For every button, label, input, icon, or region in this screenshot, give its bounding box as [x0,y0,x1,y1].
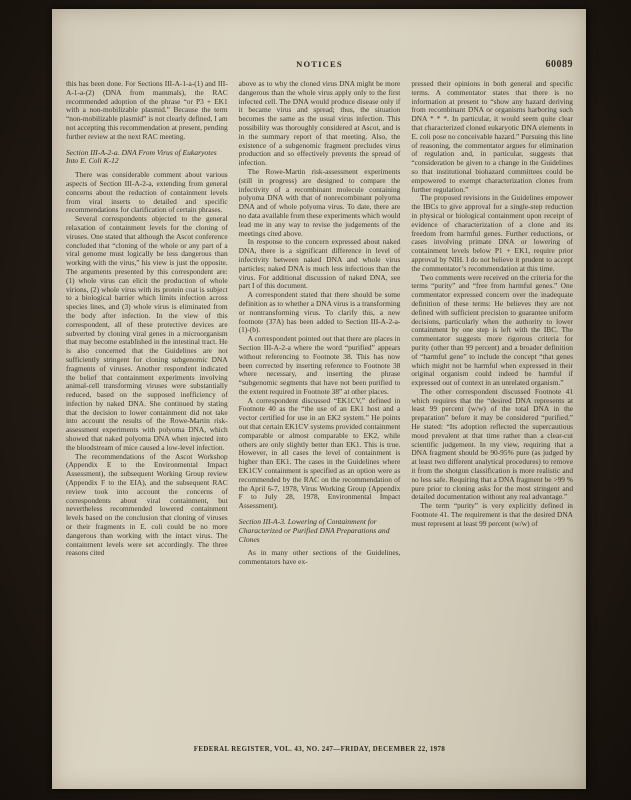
header-title: NOTICES [296,59,343,69]
paragraph: A correspondent stated that there should be some definition as to whether a DNA virus is a transforming or nontransforming virus. To clarify this, a new footnote (37A) has been added to Section III-A-2-a-(1)-(b). [238,290,401,335]
page-edge [587,14,593,784]
paragraph: As in many other sections of the Guidelines, commentators have ex- [238,548,401,567]
paragraph: The proposed revisions in the Guidelines empower the IBCs to give approval for a single-step reduction in physical or biological containment upon receipt of evidence of characterization of a clone and its freedom from harmful genes. Further reductions, or cases involving primate DNA or lowering of containment levels below P1 + EK1, require prior approval by NIH. I do not believe it prudent to accept the commentator’s recommendation at this time. [411,193,573,273]
page-footer: FEDERAL REGISTER, VOL. 43, NO. 247—FRIDAY, DECEMBER 22, 1978 [193,746,446,753]
paragraph: A correspondent pointed out that there are places in Section III-A-2-a where the word “purified” appears without referencing to Footnote 38. This has now been corrected by inserting reference to Footnote 38 where necessary, and inserting the phrase “subgenomic segments that have not been purified to the extent required in Footnote 38” at other places. [238,334,401,396]
paragraph: The recommendations of the Ascot Workshop (Appendix E to the Environmental Impact Assessment), the subsequent Working Group review (Appendix F to the EIA), and the subsequent RAC review took into account the concerns of correspondents about viral containment, but nevertheless recommended lowered containment levels based on the conclusion that cloning of viruses or their fragments in E. coli could be no more dangerous than working with the intact virus. The containment levels were set accordingly. The three reasons cited [66,451,228,558]
section-heading: Section III-A-3. Lowering of Containment for Characterized or Purified DNA Preparations and Clones [238,517,390,544]
page-header [66,59,573,70]
paragraph: Several correspondents objected to the general relaxation of containment levels for the cloning of viruses. One stated that although the Ascot conference concluded that “cloning of the whole or any part of a viral genome must logically be less dangerous than working with the virus,” his view is just the opposite. The arguments presented by this correspondent are: (1) whole virus can elicit the production of whole virions, (2) whole virus with its protein coat is subject to a biological barrier which limits infection across species lines, and (3) whole virus is eliminated from the body after infection. In the view of this correspondent, all of these protective devices are subverted by cloning viral genes in a microorganism that may become established in the intestinal tract. He is also concerned that the Guidelines are not sufficiently stringent for cloning subgenomic DNA fragments of viruses. Another respondent indicated the belief that containment experiments involving animal-cell transforming viruses were substantially reduced, based on the supposed inefficiency of infection by naked DNA. She continued by stating that the decision to lower containment did not take into account the results of the Rowe-Martin risk-assessment experiments with polyoma DNA, which showed that naked polyoma DNA when injected into the bloodstream of mice caused a low-level infection. [66,214,228,452]
column-2 [239,80,401,740]
paragraph: The other correspondent discussed Footnote 41 which requires that the “desired DNA represents at least 99 percent (w/w) of the total DNA in the preparation” before it may be considered “purified.” He stated: “Its adoption reflected the supercautious mood prevalent at that time rather than a clear-cut scientific judgement. In my view, requiring that a DNA fragment should be 90-95% pure (as judged by at least two different analytical procedures) to remove it from the shotgun classification is more realistic and no less safe. Requiring that a DNA fragment be >99 % pure prior to cloning asks for the most stringent and detailed documentation without any real advantage.” [411,386,573,502]
paragraph: A correspondent discussed “EK1CV,” defined in Footnote 40 as the “the use of an EK1 host and a vector certified for use in an EK2 system.” He points out that certain EK1CV systems provided containment comparable or almost comparable to EK2, while others are only slightly better than EK1. This is true. However, in all cases the level of containment is higher than EK1. The cases in the Guidelines where EK1CV containment is specified as an option were as recommended by the RAC on the recommendation of the April 6-7, 1978, Virus Working Group (Appendix F to July 28, 1978, Environmental Impact Assessment). [238,395,401,511]
paragraph: above as to why the cloned virus DNA might be more dangerous than the whole virus apply only to the first infected cell. The DNA would produce disease only if it became virus and spread; thus, the situation becomes the same as the usual virus infection. This possibility was thoroughly considered at Ascot, and is in the summary report of that meeting. Also, the existence of a subgenomic fragment precludes virus production and so effectively prevents the spread of infection. [238,80,401,168]
page-content [66,59,573,755]
paragraph: There was considerable comment about various aspects of Section III-A-2-a, extending from general concerns about the reduction of containment levels from viral inserts to detailed and specific recommendations for clarification of certain phrases. [66,170,228,215]
section-heading: Section III-A-2-a. DNA From Virus of Eukaryotes Into E. Coli K-12 [66,147,217,166]
paragraph: Two comments were received on the criteria for the terms “purity” and “free from harmful genes.” One commentator expressed concern over the inadequate definition of these terms: He believes they are not defined with sufficient precision to guarantee uniform decisions, particularly when the authority to lower containment by one step is left with the IBC. The commentator suggests more rigorous criteria for purity (other than 99 percent) and a broader definition of “harmful gene” to include the concept “that genes which might not be harmful when expressed in their original organism could indeed be harmful if expressed out of context in an unrelated organism.” [411,272,573,388]
column-3 [411,80,573,740]
paragraph: The Rowe-Martin risk-assessment experiments (still in progress) are designed to compare the infectivity of a recombinant molecule containing polyoma DNA with that of nonrecombinant polyoma DNA and of whole polyoma virus. To date, there are no data available from these experiments which would lead me in any way to revise the judgements of the meetings cited above. [238,166,401,238]
paragraph: this has been done. For Sections III-A-1-a-(1) and III-A-1-a-(2) (DNA from mammals), the RAC recommended adoption of the phrase “or P3 + EK1 with a non-mobilizable plasmid.” Because the term “non-mobilizable plasmid” is not clearly defined, I am not accepting this recommendation at present, pending further review at the next RAC meeting. [66,80,228,141]
text-columns [66,80,573,740]
paragraph: pressed their opinions in both general and specific terms. A commentator states that there is no information at present to “show any hazard deriving from recombinant DNA or organisms harboring such DNA * * *. In particular, it would seem quite clear that characterized cloned eukaryotic DNA elements in E. coli pose no conceivable hazard.” Pursuing this line of reasoning, the commentator argues for elimination of regulation and, in particular, suggests that “consideration be given to a change in the Guidelines so that institutional biohazard committees could be empowered to exempt characterization clones from further regulation.” [411,80,573,194]
paragraph: In response to the concern expressed about naked DNA, there is a significant difference in level of infectivity between naked DNA and whole virus particles; naked DNA is much less infectious than the virus. For additional discussion of naked DNA, see part I of this document. [238,237,401,291]
document-page [52,9,586,789]
column-1 [66,80,228,740]
page-number: 60089 [545,59,573,70]
paragraph: The term “purity” is very explicitly defined in Footnote 41. The requirement is that the desired DNA must represent at least 99 percent (w/w) of [411,501,573,528]
